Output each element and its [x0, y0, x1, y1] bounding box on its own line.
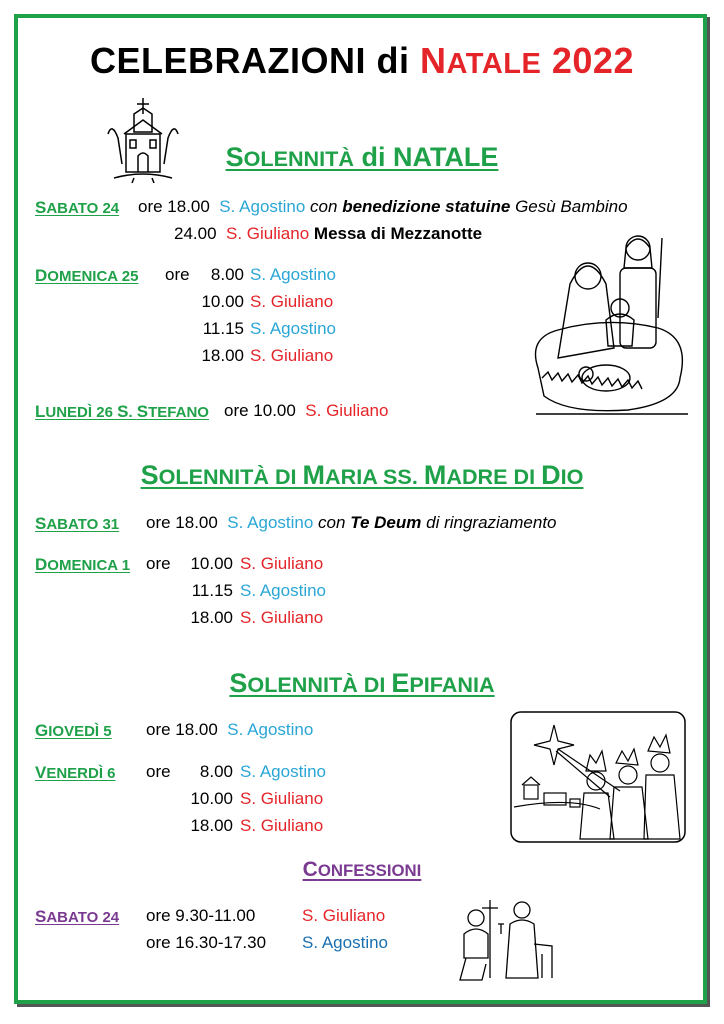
mass-time: 18.00: [190, 816, 233, 835]
day-venerdi-6: VENERDÌ 6: [35, 763, 116, 782]
mass-lunedi-26: [224, 401, 388, 421]
gesu-bambino-text: Gesù Bambino: [515, 197, 628, 216]
time-text: ore 18.00: [146, 513, 218, 532]
header-part: PIFANIA: [409, 672, 495, 697]
title-year: 2022: [541, 40, 634, 81]
confession-illustration: [456, 894, 556, 986]
ringraziamento-text: di ringraziamento: [426, 513, 557, 532]
ore-label: ore: [146, 554, 171, 573]
mass-place: S. Agostino: [250, 319, 337, 338]
mass-time: 18.00: [190, 608, 233, 627]
title-natale-rest: ATALE: [446, 48, 542, 80]
header-natale-tail: di NATALE: [353, 142, 499, 172]
time-text: 24.00: [174, 224, 217, 243]
header-cap: M: [423, 460, 447, 490]
header-cap: D: [541, 460, 561, 490]
mass-giovedi-5: [146, 720, 313, 740]
place-giuliano: S. Giuliano: [226, 224, 310, 243]
mass-place: S. Agostino: [250, 265, 337, 284]
header-cap: S: [140, 460, 159, 490]
mass-time: 10.00: [190, 554, 233, 573]
header-part: ADRE DI: [446, 464, 542, 489]
mass-time: 10.00: [190, 789, 233, 808]
ore-label: ore: [146, 762, 171, 781]
time-text: ore 18.00: [138, 197, 210, 216]
confession-place: S. Giuliano: [302, 906, 386, 925]
header-part: IO: [560, 464, 584, 489]
day-lunedi-26: LUNEDÌ 26 S. STEFANO: [35, 402, 209, 421]
mass-sabato-24: [138, 197, 628, 217]
header-natale: [0, 142, 724, 173]
blessing-text: benedizione statuine: [342, 197, 511, 216]
header-natale-rest: OLENNITÀ: [243, 146, 354, 171]
mass-place: S. Agostino: [240, 762, 327, 781]
header-part: OLENNITÀ DI: [247, 672, 392, 697]
time-text: ore 18.00: [146, 720, 218, 739]
mezzanotte-text: Messa di Mezzanotte: [313, 224, 483, 243]
mass-time: 11.15: [202, 319, 244, 338]
mass-time: 18.00: [201, 346, 244, 365]
header-cap: C: [302, 858, 318, 881]
confession-time: ore 9.30-11.00: [146, 906, 256, 925]
place-agostino: S. Agostino: [219, 197, 306, 216]
place-agostino: S. Agostino: [227, 720, 314, 739]
header-part: ARIA SS.: [325, 464, 424, 489]
header-cap: E: [391, 668, 410, 698]
mass-place: S. Agostino: [240, 581, 327, 600]
day-sabato-24: SABATO 24: [35, 198, 120, 217]
header-part: OLENNITÀ DI: [158, 464, 303, 489]
page-title: [0, 40, 724, 82]
mass-place: S. Giuliano: [240, 789, 324, 808]
header-epifania: [0, 668, 724, 699]
mass-place: S. Giuliano: [240, 554, 324, 573]
mass-place: S. Giuliano: [250, 292, 334, 311]
header-part: ONFESSIONI: [317, 861, 422, 880]
mass-place: S. Giuliano: [250, 346, 334, 365]
header-cap: M: [302, 460, 326, 490]
con-text: con: [318, 513, 346, 532]
te-deum-text: Te Deum: [350, 513, 422, 532]
title-celebrazioni: CELEBRAZIONI di: [90, 40, 421, 81]
day-sabato-31: SABATO 31: [35, 514, 120, 533]
header-cap: S: [229, 668, 248, 698]
place-agostino: S. Agostino: [227, 513, 314, 532]
mass-sabato-31: [146, 513, 557, 533]
mass-place: S. Giuliano: [240, 816, 324, 835]
con-text: con: [310, 197, 338, 216]
nativity-illustration: [528, 228, 690, 418]
day-giovedi-5: GIOVEDÌ 5: [35, 721, 112, 740]
ore-label: ore: [165, 265, 190, 284]
day-confessioni-sabato-24: SABATO 24: [35, 907, 120, 926]
place-giuliano: S. Giuliano: [305, 401, 389, 420]
mass-time: 8.00: [199, 762, 233, 781]
day-domenica-1: DOMENICA 1: [35, 555, 131, 574]
header-maria: [0, 460, 724, 491]
confession-time: ore 16.30-17.30: [146, 933, 267, 952]
day-domenica-25: DOMENICA 25: [35, 266, 139, 285]
mass-time: 11.15: [191, 581, 233, 600]
magi-illustration: [510, 711, 686, 843]
mass-time: 10.00: [201, 292, 244, 311]
mass-place: S. Giuliano: [240, 608, 324, 627]
mass-mezzanotte: [174, 224, 482, 244]
confession-place: S. Agostino: [302, 933, 389, 952]
title-natale-cap: N: [420, 40, 447, 81]
time-text: ore 10.00: [224, 401, 296, 420]
header-natale-cap: S: [225, 142, 244, 172]
mass-time: 8.00: [210, 265, 244, 284]
header-confessioni: [0, 858, 724, 882]
